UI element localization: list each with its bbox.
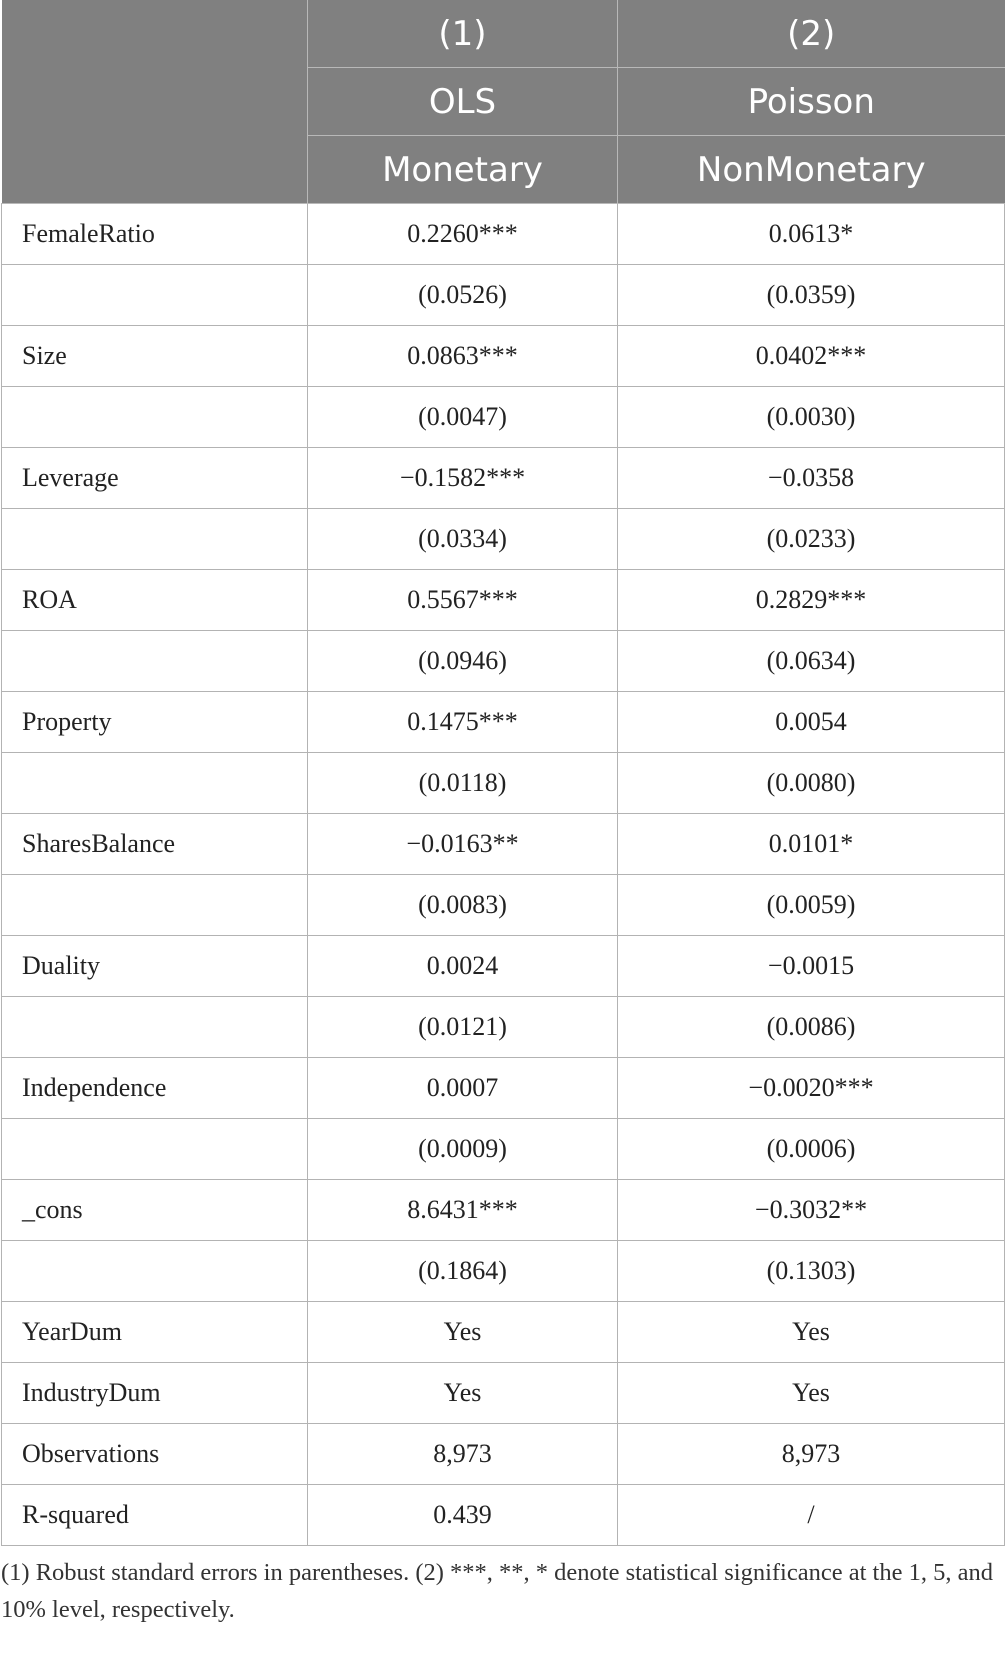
col1-dependent: Monetary	[308, 136, 618, 204]
ols-coefficient: 0.0024	[308, 936, 618, 997]
empty-label-cell	[2, 265, 308, 326]
ols-standard-error: (0.0334)	[308, 509, 618, 570]
summary-row	[2, 1424, 1005, 1485]
empty-label-cell	[2, 1241, 308, 1302]
empty-label-cell	[2, 997, 308, 1058]
summary-label: YearDum	[2, 1302, 308, 1363]
table-footnote: (1) Robust standard errors in parentheses. (2) ***, **, * denote statistical significance at the 1, 5, and 10% level, respectively.	[1, 1559, 993, 1623]
ols-standard-error: (0.0118)	[308, 753, 618, 814]
poisson-standard-error: (0.0006)	[618, 1119, 1005, 1180]
poisson-coefficient: 0.0613*	[618, 204, 1005, 265]
ols-coefficient: 0.1475***	[308, 692, 618, 753]
ols-standard-error: (0.1864)	[308, 1241, 618, 1302]
ols-coefficient: 0.2260***	[308, 204, 618, 265]
standard-error-row	[2, 631, 1005, 692]
ols-standard-error: (0.0946)	[308, 631, 618, 692]
empty-label-cell	[2, 387, 308, 448]
summary-row	[2, 1302, 1005, 1363]
coefficient-row	[2, 936, 1005, 997]
poisson-summary-value: 8,973	[618, 1424, 1005, 1485]
ols-coefficient: 0.5567***	[308, 570, 618, 631]
poisson-coefficient: 0.0402***	[618, 326, 1005, 387]
ols-standard-error: (0.0047)	[308, 387, 618, 448]
poisson-coefficient: −0.0015	[618, 936, 1005, 997]
empty-label-cell	[2, 631, 308, 692]
ols-coefficient: 8.6431***	[308, 1180, 618, 1241]
variable-label: ROA	[2, 570, 308, 631]
ols-coefficient: 0.0863***	[308, 326, 618, 387]
coefficient-row	[2, 1058, 1005, 1119]
ols-coefficient: −0.1582***	[308, 448, 618, 509]
table-body	[2, 204, 1005, 1546]
standard-error-row	[2, 509, 1005, 570]
coefficient-row	[2, 1180, 1005, 1241]
col2-number: (2)	[618, 0, 1005, 68]
poisson-standard-error: (0.0080)	[618, 753, 1005, 814]
poisson-summary-value: /	[618, 1485, 1005, 1546]
ols-summary-value: Yes	[308, 1302, 618, 1363]
variable-label: FemaleRatio	[2, 204, 308, 265]
poisson-coefficient: −0.0020***	[618, 1058, 1005, 1119]
poisson-coefficient: 0.2829***	[618, 570, 1005, 631]
poisson-standard-error: (0.0086)	[618, 997, 1005, 1058]
coefficient-row	[2, 448, 1005, 509]
variable-label: Independence	[2, 1058, 308, 1119]
standard-error-row	[2, 387, 1005, 448]
coefficient-row	[2, 814, 1005, 875]
standard-error-row	[2, 997, 1005, 1058]
ols-coefficient: −0.0163**	[308, 814, 618, 875]
ols-summary-value: 8,973	[308, 1424, 618, 1485]
summary-row	[2, 1363, 1005, 1424]
coefficient-row	[2, 570, 1005, 631]
poisson-summary-value: Yes	[618, 1363, 1005, 1424]
coefficient-row	[2, 692, 1005, 753]
summary-row	[2, 1485, 1005, 1546]
poisson-standard-error: (0.1303)	[618, 1241, 1005, 1302]
summary-label: Observations	[2, 1424, 308, 1485]
standard-error-row	[2, 265, 1005, 326]
poisson-coefficient: −0.0358	[618, 448, 1005, 509]
standard-error-row	[2, 1119, 1005, 1180]
ols-standard-error: (0.0121)	[308, 997, 618, 1058]
header-corner-cell	[2, 0, 308, 204]
col2-dependent: NonMonetary	[618, 136, 1005, 204]
ols-standard-error: (0.0009)	[308, 1119, 618, 1180]
poisson-standard-error: (0.0059)	[618, 875, 1005, 936]
poisson-coefficient: 0.0101*	[618, 814, 1005, 875]
col2-model: Poisson	[618, 68, 1005, 136]
empty-label-cell	[2, 1119, 308, 1180]
poisson-standard-error: (0.0634)	[618, 631, 1005, 692]
ols-standard-error: (0.0526)	[308, 265, 618, 326]
ols-coefficient: 0.0007	[308, 1058, 618, 1119]
standard-error-row	[2, 875, 1005, 936]
poisson-coefficient: 0.0054	[618, 692, 1005, 753]
variable-label: Property	[2, 692, 308, 753]
ols-summary-value: 0.439	[308, 1485, 618, 1546]
variable-label: Duality	[2, 936, 308, 997]
poisson-standard-error: (0.0233)	[618, 509, 1005, 570]
col1-number: (1)	[308, 0, 618, 68]
variable-label: SharesBalance	[2, 814, 308, 875]
empty-label-cell	[2, 753, 308, 814]
poisson-coefficient: −0.3032**	[618, 1180, 1005, 1241]
table-header	[2, 0, 1005, 204]
poisson-summary-value: Yes	[618, 1302, 1005, 1363]
standard-error-row	[2, 753, 1005, 814]
variable-label: Leverage	[2, 448, 308, 509]
col1-model: OLS	[308, 68, 618, 136]
ols-summary-value: Yes	[308, 1363, 618, 1424]
empty-label-cell	[2, 875, 308, 936]
variable-label: Size	[2, 326, 308, 387]
empty-label-cell	[2, 509, 308, 570]
summary-label: R-squared	[2, 1485, 308, 1546]
coefficient-row	[2, 204, 1005, 265]
regression-table	[1, 0, 1005, 1546]
variable-label: _cons	[2, 1180, 308, 1241]
coefficient-row	[2, 326, 1005, 387]
header-row-number	[2, 0, 1005, 68]
poisson-standard-error: (0.0030)	[618, 387, 1005, 448]
poisson-standard-error: (0.0359)	[618, 265, 1005, 326]
summary-label: IndustryDum	[2, 1363, 308, 1424]
standard-error-row	[2, 1241, 1005, 1302]
ols-standard-error: (0.0083)	[308, 875, 618, 936]
